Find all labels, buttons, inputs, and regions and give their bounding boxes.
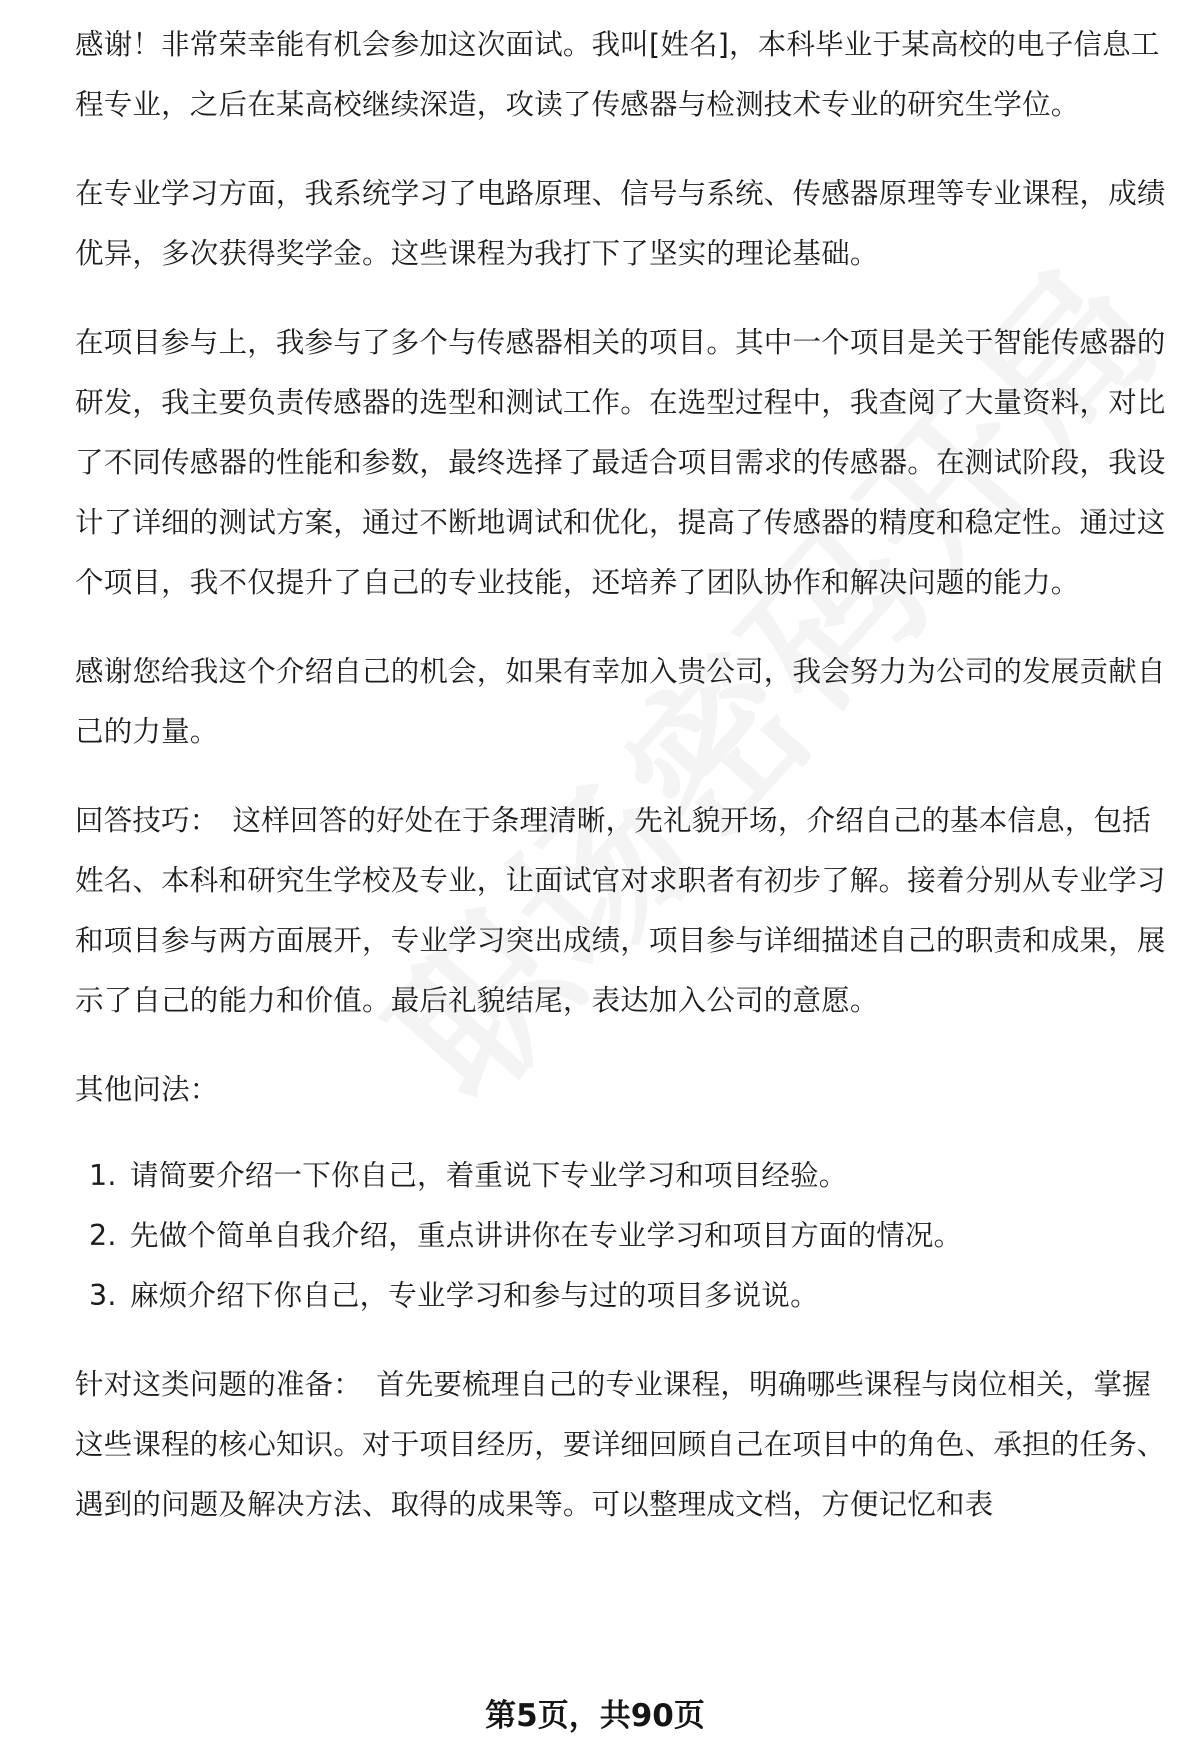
thanks-paragraph: 感谢您给我这个介绍自己的机会，如果有幸加入贵公司，我会努力为公司的发展贡献自己的力量。 — [75, 655, 1166, 748]
other-questions-heading: 其他问法： — [75, 1073, 219, 1106]
preparation-paragraph — [75, 1355, 1175, 1535]
list-item-text: 先做个简单自我介绍，重点讲讲你在专业学习和项目方面的情况。 — [130, 1219, 963, 1252]
tips-paragraph — [75, 791, 1175, 1031]
page-number: 第5页，共90页 — [485, 1698, 705, 1734]
list-item — [75, 1206, 1175, 1266]
document-body — [75, 22, 1175, 1564]
project-paragraph: 在项目参与上，我参与了多个与传感器相关的项目。其中一个项目是关于智能传感器的研发，我主要负责传感器的选型和测试工作。在选型过程中，我查阅了大量资料，对比了不同传感器的性能和参数，最终选择了最适合项目需求的传感器。在测试阶段，我设计了详细的测试方案，通过不断地调试和优化，提高了传感器的精度和稳定性。通过这个项目，我不仅提升了自己的专业技能，还培养了团队协作和解决问题的能力。 — [75, 326, 1166, 599]
list-item-number: 2. — [89, 1219, 117, 1252]
tips-text: 这样回答的好处在于条理清晰，先礼貌开场，介绍自己的基本信息，包括姓名、本科和研究生学校及专业，让面试官对求职者有初步了解。接着分别从专业学习和项目参与两方面展开，专业学习突出成绩，项目参与详细描述自己的职责和成果，展示了自己的能力和价值。最后礼貌结尾，表达加入公司的意愿。 — [75, 804, 1166, 1017]
list-item-text: 请简要介绍一下你自己，着重说下专业学习和项目经验。 — [130, 1159, 848, 1192]
list-item-text: 麻烦介绍下你自己，专业学习和参与过的项目多说说。 — [130, 1279, 819, 1312]
list-item — [75, 1146, 1175, 1206]
tips-label: 回答技巧： — [75, 804, 219, 837]
preparation-label: 针对这类问题的准备： — [75, 1368, 363, 1401]
study-paragraph: 在专业学习方面，我系统学习了电路原理、信号与系统、传感器原理等专业课程，成绩优异，多次获得奖学金。这些课程为我打下了坚实的理论基础。 — [75, 177, 1166, 270]
other-questions-list — [75, 1146, 1175, 1326]
list-item — [75, 1266, 1175, 1326]
preparation-text: 首先要梳理自己的专业课程，明确哪些课程与岗位相关，掌握这些课程的核心知识。对于项目经历，要详细回顾自己在项目中的角色、承担的任务、遇到的问题及解决方法、取得的成果等。可以整理成文档，方便记忆和表 — [75, 1368, 1166, 1521]
intro-paragraph: 感谢！非常荣幸能有机会参加这次面试。我叫[姓名]，本科毕业于某高校的电子信息工程专业，之后在某高校继续深造，攻读了传感器与检测技术专业的研究生学位。 — [75, 28, 1160, 121]
list-item-number: 3. — [89, 1279, 117, 1312]
list-item-number: 1. — [89, 1159, 117, 1192]
